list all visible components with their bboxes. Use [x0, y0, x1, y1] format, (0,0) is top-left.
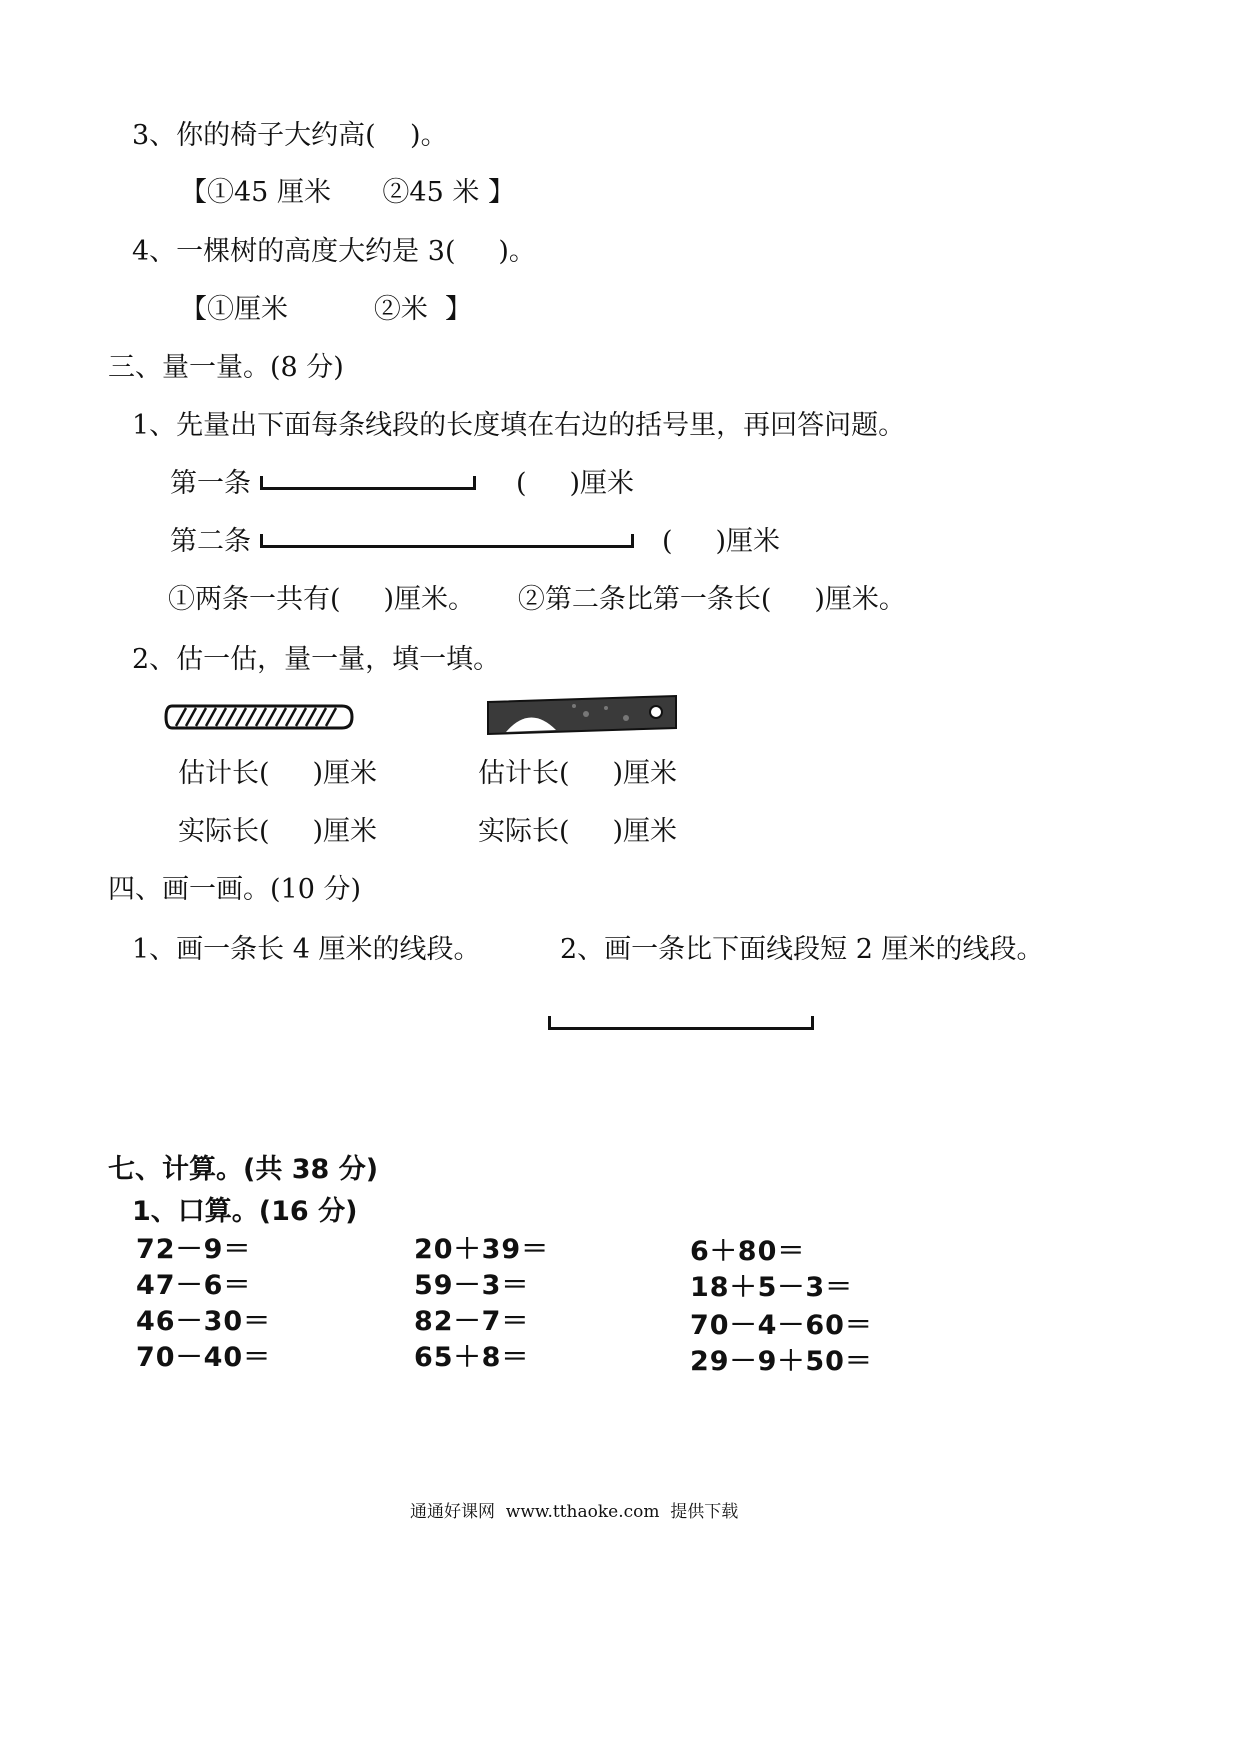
- line-1-label: 第一条: [170, 468, 251, 499]
- line-segment-2: [260, 534, 634, 548]
- question-3: 3、你的椅子大约高( )。: [132, 120, 448, 151]
- section-4-question-2: 2、画一条比下面线段短 2 厘米的线段。: [560, 934, 1044, 965]
- calc-item: 59－3＝: [414, 1270, 530, 1301]
- question-3-options: 【①45 厘米 ②45 米 】: [180, 177, 515, 208]
- left-estimate-blank[interactable]: 估计长( )厘米: [178, 758, 377, 789]
- calc-item: 70－40＝: [136, 1342, 272, 1373]
- calc-item: 6＋80＝: [690, 1236, 806, 1267]
- section-3-question-1: 1、先量出下面每条线段的长度填在右边的括号里，再回答问题。: [132, 410, 906, 441]
- calc-item: 47－6＝: [136, 1270, 252, 1301]
- calc-item: 46－30＝: [136, 1306, 272, 1337]
- reference-line-segment: [548, 1016, 814, 1030]
- section-7-title: 七、计算。(共 38 分): [108, 1154, 379, 1185]
- calc-item: 29－9＋50＝: [690, 1346, 873, 1377]
- section-3-question-2: 2、估一估，量一量，填一填。: [132, 644, 501, 675]
- hatched-stick-image: [164, 702, 354, 732]
- calc-item: 20＋39＝: [414, 1234, 550, 1265]
- calc-item: 82－7＝: [414, 1306, 530, 1337]
- right-estimate-blank[interactable]: 估计长( )厘米: [478, 758, 677, 789]
- section-3-question-1-sub: ①两条一共有( )厘米。 ②第二条比第一条长( )厘米。: [168, 584, 906, 615]
- left-actual-blank[interactable]: 实际长( )厘米: [178, 816, 377, 847]
- line-1-answer-blank[interactable]: ( )厘米: [516, 468, 634, 499]
- line-2-label: 第二条: [170, 526, 251, 557]
- calc-item: 18＋5－3＝: [690, 1272, 854, 1303]
- footer-text: 通通好课网 www.tthaoke.com 提供下载: [410, 1502, 739, 1522]
- calc-item: 65＋8＝: [414, 1342, 530, 1373]
- line-2-answer-blank[interactable]: ( )厘米: [662, 526, 780, 557]
- question-4-options: 【①厘米 ②米 】: [180, 294, 472, 325]
- knife-image: [486, 694, 678, 736]
- right-actual-blank[interactable]: 实际长( )厘米: [478, 816, 677, 847]
- calc-item: 72－9＝: [136, 1234, 252, 1265]
- line-segment-1: [260, 476, 476, 490]
- calc-item: 70－4－60＝: [690, 1310, 873, 1341]
- section-4-question-1: 1、画一条长 4 厘米的线段。: [132, 934, 481, 965]
- section-4-title: 四、画一画。(10 分): [108, 874, 362, 905]
- question-4: 4、一棵树的高度大约是 3( )。: [132, 236, 536, 267]
- section-7-question-1: 1、口算。(16 分): [132, 1196, 358, 1227]
- section-3-title: 三、量一量。(8 分): [108, 352, 344, 383]
